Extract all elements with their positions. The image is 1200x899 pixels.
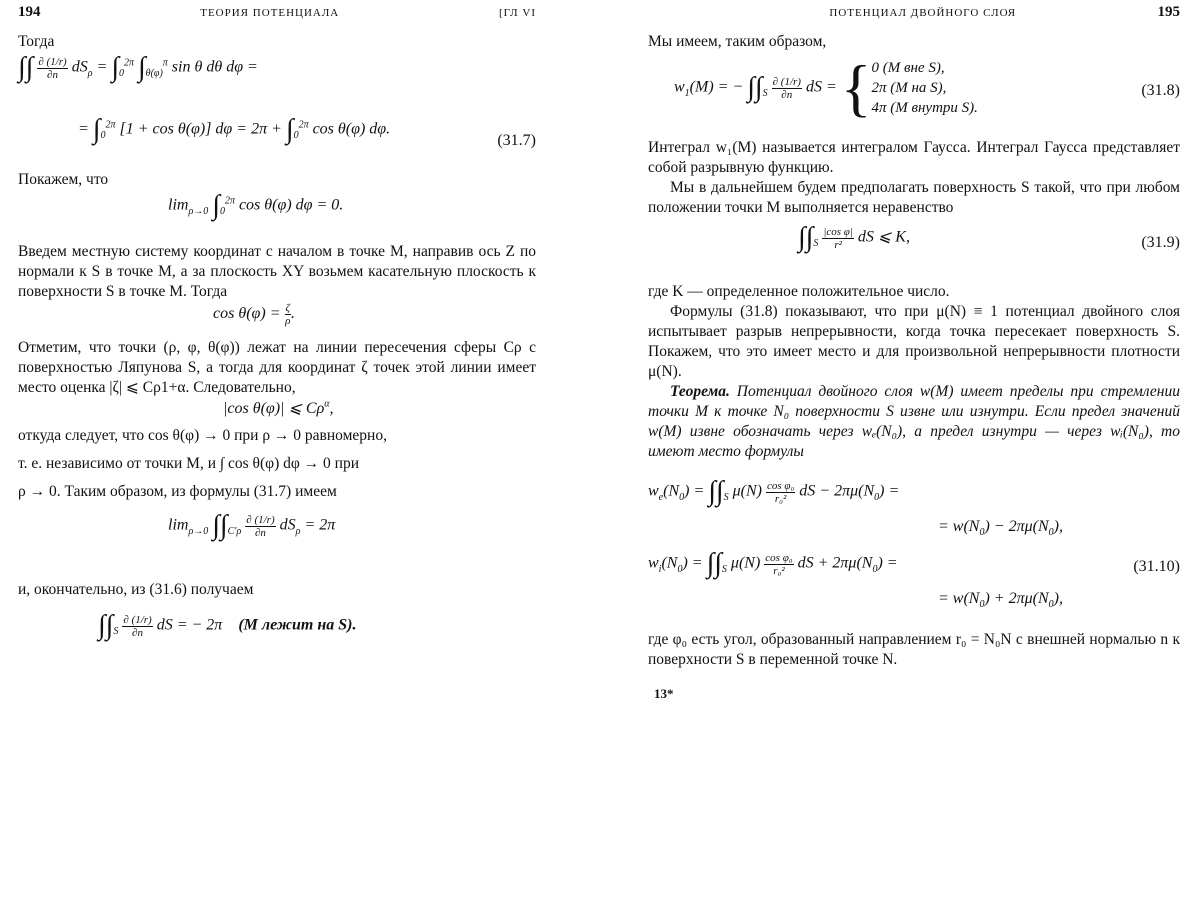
case-outside: 0 (M вне S),	[871, 60, 945, 76]
right-page	[600, 0, 1200, 899]
paragraph-my: Мы имеем, таким образом,	[648, 33, 827, 50]
left-running-title: ТЕОРИЯ ПОТЕНЦИАЛА	[200, 7, 340, 19]
equation-number-31-8: (31.8)	[1141, 82, 1180, 99]
case-inside: 4π (M внутри S).	[871, 100, 978, 116]
right-running-title: ПОТЕНЦИАЛ ДВОЙНОГО СЛОЯ	[829, 7, 1017, 19]
paragraph-formuly: Формулы (31.8) показывают, что при μ(N) ≡ 1 потенциал двойного слоя испытывает разрыв непрерывности, когда точка пересекает поверхность S. Покажем, что это имеет место и для произвольной непрерывности плотности μ(N).	[648, 303, 1180, 380]
equation-number-31-9: (31.9)	[1141, 234, 1180, 251]
equation-limit-cos: $\lim_{\rho\to 0} \int_0^{2\pi}$ cos θ(φ) dφ = 0.	[168, 190, 344, 221]
equation-limit-2pi: $\lim_{\rho\to 0} \int\int_{C'\rho}$ $\frac{\partial (1/r)}{\partial n}$ $dS_\rho = 2\pi$	[168, 510, 336, 541]
equation-we-line1: $w_e(N_0) = \int\int_S$ μ(N) $\frac{\text{cos φ₀}}{\text{r₀²}}$ dS − $2\pi\mu(N_0)$ =	[648, 476, 900, 507]
paragraph-otkuda: откуда следует, что cos θ(φ) → 0 при ρ → 0 равномерно,	[18, 427, 387, 444]
paragraph-rho: ρ → 0. Таким образом, из формулы (31.7) имеем	[18, 483, 337, 500]
equation-31-7-line2: = $\int_0^{2\pi}$ [1 + cos θ(φ)] $d\varphi = 2\pi + \int_0^{2\pi}$ cos θ(φ) dφ. (31.7)	[78, 114, 536, 149]
left-running-header	[18, 4, 536, 32]
signature-mark: 13*	[654, 686, 674, 701]
left-page-number: 194	[18, 4, 41, 20]
equation-31-8: $w_1(M)$ = − $\int\int_S$ $\frac{\partial (1/r)}{\partial n}$ dS = { 0 (M вне S), 2π (M на S), 4π (M внутри S). (31.8)	[674, 52, 1180, 123]
paragraph-integral-gauss: Интеграл w₁(M) называется интегралом Гаусса. Интеграл Гаусса представляет собой разрывную функцию.	[648, 139, 1180, 176]
right-running-header	[648, 4, 1180, 32]
paragraph-otmetim: Отметим, что точки (ρ, φ, θ(φ)) лежат на линии пересечения сферы Cρ с поверхностью Ляпунова S, а тогда для координат ζ точек этой линии имеет место оценка |ζ| ⩽ Cρ1+α. Следовательно,	[18, 339, 536, 396]
theorem-block	[648, 382, 1180, 462]
paragraph-gde-phi: где φ₀ есть угол, образованный направлением r₀ = N₀N с внешней нормалью n к поверхности S в переменной точке N.	[648, 631, 1180, 668]
paragraph-togda: Тогда	[18, 33, 55, 50]
equation-we-line2: = $w(N_0) - 2\pi\mu(N_0)$,	[938, 518, 1063, 539]
paragraph-t-e: т. е. независимо от точки M, и ∫ cos θ(φ) dφ → 0 при	[18, 455, 360, 472]
final-note-left: (M лежит на S).	[238, 616, 357, 634]
paragraph-okonch: и, окончательно, из (31.6) получаем	[18, 581, 254, 598]
equation-number-31-7: (31.7)	[497, 132, 536, 149]
theorem-label: Теорема.	[670, 383, 730, 400]
equation-cos-estimate: |cos θ(φ)| ⩽ $C\rho^\alpha$,	[223, 398, 334, 417]
theorem-text: Потенциал двойного слоя w(M) имеет пределы при стремлении точки M к точке N₀ поверхности S извне или изнутри. Если предел значений w(M) извне обозначать через wₑ(N₀), а предел изнутри — через wᵢ(N₀), то имеют место формулы	[648, 383, 1180, 460]
left-chapter-marker: [ГЛ VI	[498, 7, 536, 19]
right-page-number: 195	[1157, 4, 1180, 20]
equation-31-7-line1: ∫∫ $\frac{\partial (1/r)}{\partial n}$ $dS_\rho = \int_0^{2\pi}$ $\int_{\theta(\varphi)}^\pi$ sin θ dθ dφ =	[18, 52, 258, 83]
paragraph-gde-k: где K — определенное положительное число.	[648, 283, 950, 300]
paragraph-dalee: Мы в дальнейшем будем предполагать поверхность S такой, что при любом положении точки M выполняется неравенство	[648, 179, 1180, 216]
paragraph-pokazhem: Покажем, что	[18, 171, 109, 188]
paragraph-vvedem: Введем местную систему координат с началом в точке M, направив ось Z по нормали к S в точке M, а за плоскость XY возьмем касательную плоскость к поверхности S в точке M. Тогда	[18, 243, 536, 300]
equation-wi-line2: = $w(N_0) + 2\pi\mu(N_0)$,	[938, 590, 1063, 611]
equation-final-left: $\int\int_S$ $\frac{\partial (1/r)}{\partial n}$ dS = − 2π (M лежит на S).	[98, 610, 357, 641]
case-on: 2π (M на S),	[871, 80, 947, 96]
equation-wi-line1: $w_i(N_0) = \int\int_S$ μ(N) $\frac{\text{cos φ₀}}{\text{r₀²}}$ dS + $2\pi\mu(N_0)$ = (31.10)	[648, 548, 1180, 579]
equation-number-31-10: (31.10)	[1133, 558, 1180, 575]
equation-31-9: $\int\int_S$ $\frac{\text{|cos φ|}}{\text{r²}}$ dS ⩽ K, (31.9)	[798, 222, 1180, 253]
equation-cos-zeta: cos θ(φ) = $\frac{\zeta}{\rho}$ .	[213, 302, 295, 327]
